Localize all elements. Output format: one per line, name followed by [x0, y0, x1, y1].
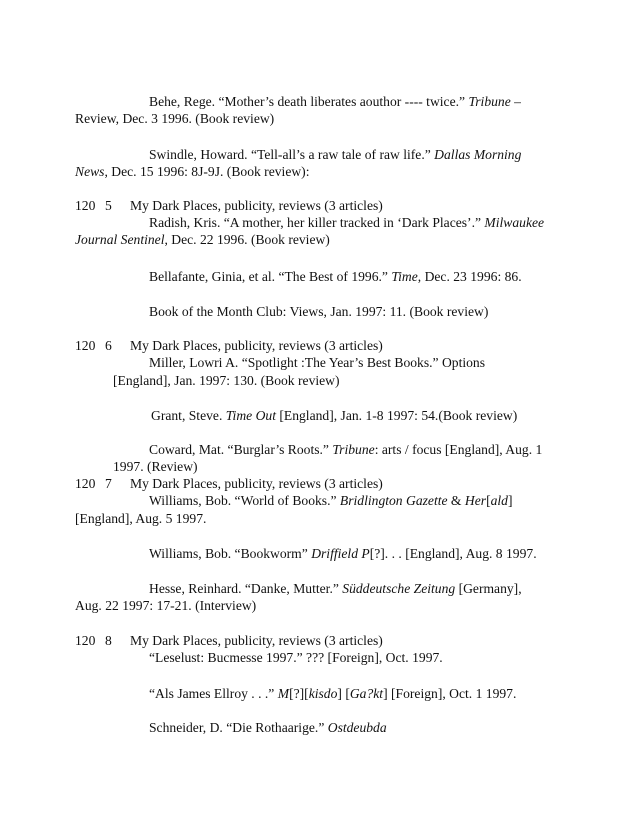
entry-williams1-line1: Williams, Bob. “World of Books.” Bridlington Gazette & Her[ald]: [149, 493, 513, 508]
entry-alsjames: “Als James Ellroy . . .” M[?][kisdo] [Ga?kt] [Foreign], Oct. 1 1997.: [149, 686, 517, 701]
entry-hesse-line2: Aug. 22 1997: 17-21. (Interview): [75, 598, 257, 613]
entry-behe-line1: Behe, Rege. “Mother’s death liberates aouthor ---- twice.” Tribune –: [149, 94, 521, 109]
entry-miller-line1: Miller, Lowri A. “Spotlight :The Year’s Best Books.” Options: [149, 355, 486, 370]
entry-coward-line2: 1997. (Review): [113, 459, 198, 474]
entry-miller-line2: [England], Jan. 1997: 130. (Book review): [113, 373, 340, 388]
entry-behe-line2: Review, Dec. 3 1996. (Book review): [75, 111, 275, 126]
entry-swindle-line1: Swindle, Howard. “Tell-all’s a raw tale of raw life.” Dallas Morning: [149, 147, 522, 162]
entry-bellafante: Bellafante, Ginia, et al. “The Best of 1996.” Time, Dec. 23 1996: 86.: [149, 269, 522, 284]
document-page: Behe, Rege. “Mother’s death liberates aouthor ---- twice.” Tribune – Review, Dec. 3 1996. (Book review) Swindle, Howard. “Tell-all’s a raw tale of raw life.” Dallas Morning News, Dec. 15 1996: 8J-9J. (Book review): 120 5 My Dark Places, publicity, reviews (3 articles) Radish, Kris. “A mother, her killer tracked in ‘Dark Places’.” Milwaukee Journal Sentinel, Dec. 22 1996. (Book review) Bellafante, Ginia, et al. “The Best of 1996.” Time, Dec. 23 1996: 86. Book of the Month Club: Views, Jan. 1997: 11. (Book review) 120 6 My Dark Places, publicity, reviews (3 articles) Miller, Lowri A. “Spotlight :The Year’s Best Books.” Options [England], Jan. 1997: 130. (Book review) Grant, Steve. Time Out [England], Jan. 1-8 1997: 54.(Book review) Coward, Mat. “Burglar’s Roots.” Tribune: arts / focus [England], Aug. 1 1997. (Review) 120 7 My Dark Places, publicity, reviews (3 articles) Williams, Bob. “World of Books.” Bridlington Gazette & Her[ald] [England], Aug. 5 1997. Williams, Bob. “Bookworm” Driffield P[?]. . . [England], Aug. 8 1997. Hesse, Reinhard. “Danke, Mutter.” Süddeutsche Zeitung [Germany], Aug. 22 1997: 17-21. (Interview) 120 8 My Dark Places, publicity, reviews (3 articles) “Leselust: Bucmesse 1997.” ??? [Foreign], Oct. 1997. “Als James Ellroy . . .” M[?][kisdo] [Ga?kt] [Foreign], Oct. 1 1997. Schneider, D. “Die Rothaarige.” Ostdeubda: [75, 94, 545, 735]
entry-bomc: Book of the Month Club: Views, Jan. 1997: 11. (Book review): [149, 304, 489, 319]
entry-grant: Grant, Steve. Time Out [England], Jan. 1-8 1997: 54.(Book review): [151, 408, 518, 423]
entry-radish-line2: Journal Sentinel, Dec. 22 1996. (Book review): [75, 232, 330, 247]
entry-williams1-line2: [England], Aug. 5 1997.: [75, 511, 207, 526]
entry-leselust: “Leselust: Bucmesse 1997.” ??? [Foreign], Oct. 1997.: [149, 650, 443, 665]
entry-schneider: Schneider, D. “Die Rothaarige.” Ostdeubda: [149, 720, 387, 735]
entry-williams2: Williams, Bob. “Bookworm” Driffield P[?]. . . [England], Aug. 8 1997.: [149, 546, 537, 561]
entry-radish-line1: Radish, Kris. “A mother, her killer tracked in ‘Dark Places’.” Milwaukee: [149, 215, 545, 230]
entry-hesse-line1: Hesse, Reinhard. “Danke, Mutter.” Süddeutsche Zeitung [Germany],: [149, 581, 522, 596]
entry-coward-line1: Coward, Mat. “Burglar’s Roots.” Tribune: arts / focus [England], Aug. 1: [149, 442, 543, 457]
entry-swindle-line2: News, Dec. 15 1996: 8J-9J. (Book review):: [75, 164, 310, 179]
